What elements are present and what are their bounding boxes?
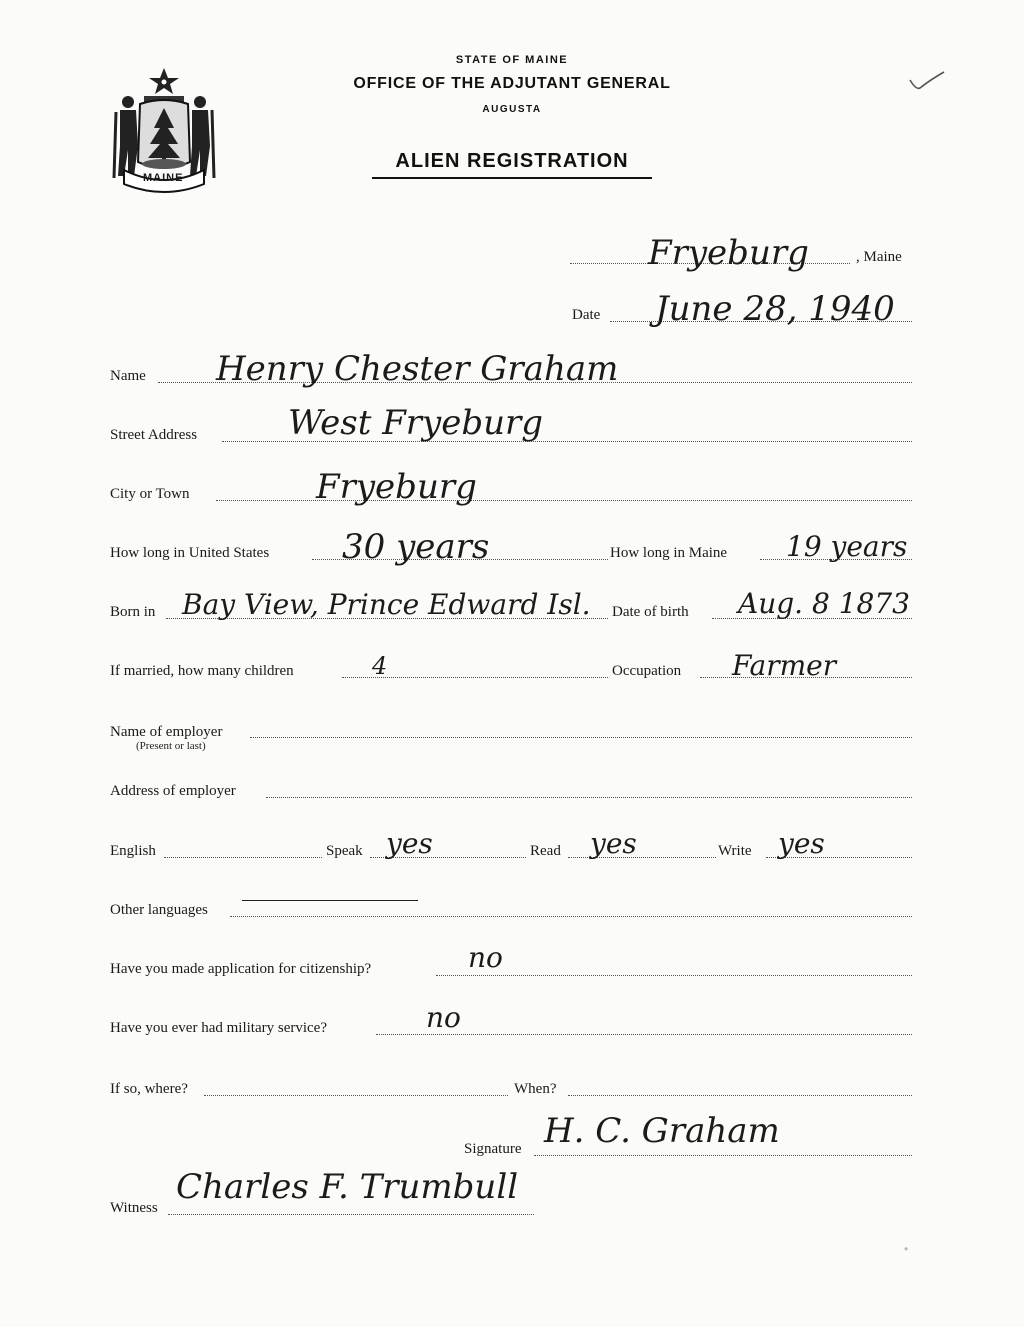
employer-name-label: Name of employer [110,724,223,740]
citizenship-line [436,975,912,976]
citizenship-label: Have you made application for citizenship? [110,961,372,977]
date-value: June 28, 1940 [655,289,895,329]
how-long-maine-value: 19 years [786,530,908,563]
witness-value: Charles F. Trumbull [176,1167,519,1207]
date-of-birth-value: Aug. 8 1873 [738,587,910,620]
witness-line [168,1214,534,1215]
children-label: If married, how many children [110,663,294,679]
signature-line [534,1155,912,1156]
children-value: 4 [372,652,388,680]
city-or-town-value: Fryeburg [316,467,477,507]
military-value: no [426,1001,461,1034]
signature-label: Signature [464,1141,522,1157]
other-languages-dash [242,900,418,901]
write-label: Write [718,843,752,859]
faint-stamp-mark: • [904,1242,909,1256]
signature-value: H. C. Graham [544,1111,780,1151]
english-line [164,857,322,858]
maine-label: , Maine [856,249,902,265]
title-underline [372,177,652,179]
military-line [376,1034,912,1035]
city-heading: AUGUSTA [482,104,542,115]
citizenship-value: no [468,941,503,974]
form-title: ALIEN REGISTRATION [395,150,629,172]
employer-note: (Present or last) [136,740,206,752]
write-value: yes [778,827,825,860]
occupation-label: Occupation [612,663,682,679]
how-long-us-value: 30 years [342,527,490,567]
if-so-where-line [204,1095,508,1096]
read-label: Read [530,843,561,859]
speak-label: Speak [326,843,363,859]
date-label: Date [572,307,601,323]
street-address-value: West Fryeburg [288,403,544,443]
other-languages-line [230,916,912,917]
born-in-value: Bay View, Prince Edward Isl. [182,588,591,621]
name-label: Name [110,368,146,384]
employer-address-line [266,797,912,798]
military-label: Have you ever had military service? [110,1020,327,1036]
when-line [568,1095,912,1096]
when-label: When? [514,1081,557,1097]
name-value: Henry Chester Graham [216,349,619,389]
town-value: Fryeburg [648,233,809,273]
city-or-town-label: City or Town [110,486,190,502]
how-long-us-label: How long in United States [110,545,270,561]
employer-address-label: Address of employer [110,783,236,799]
speak-value: yes [386,827,433,860]
office-heading: OFFICE OF THE ADJUTANT GENERAL [353,75,671,92]
employer-name-line [250,737,912,738]
street-address-label: Street Address [110,427,198,443]
date-of-birth-label: Date of birth [612,604,689,620]
if-so-where-label: If so, where? [110,1081,188,1097]
seal-banner-text: MAINE [143,172,184,184]
other-languages-label: Other languages [110,902,208,918]
english-label: English [110,843,156,859]
how-long-maine-label: How long in Maine [610,545,728,561]
state-heading: STATE OF MAINE [455,54,569,66]
occupation-value: Farmer [732,649,837,682]
born-in-label: Born in [110,604,156,620]
witness-label: Witness [110,1200,158,1216]
read-value: yes [590,827,637,860]
